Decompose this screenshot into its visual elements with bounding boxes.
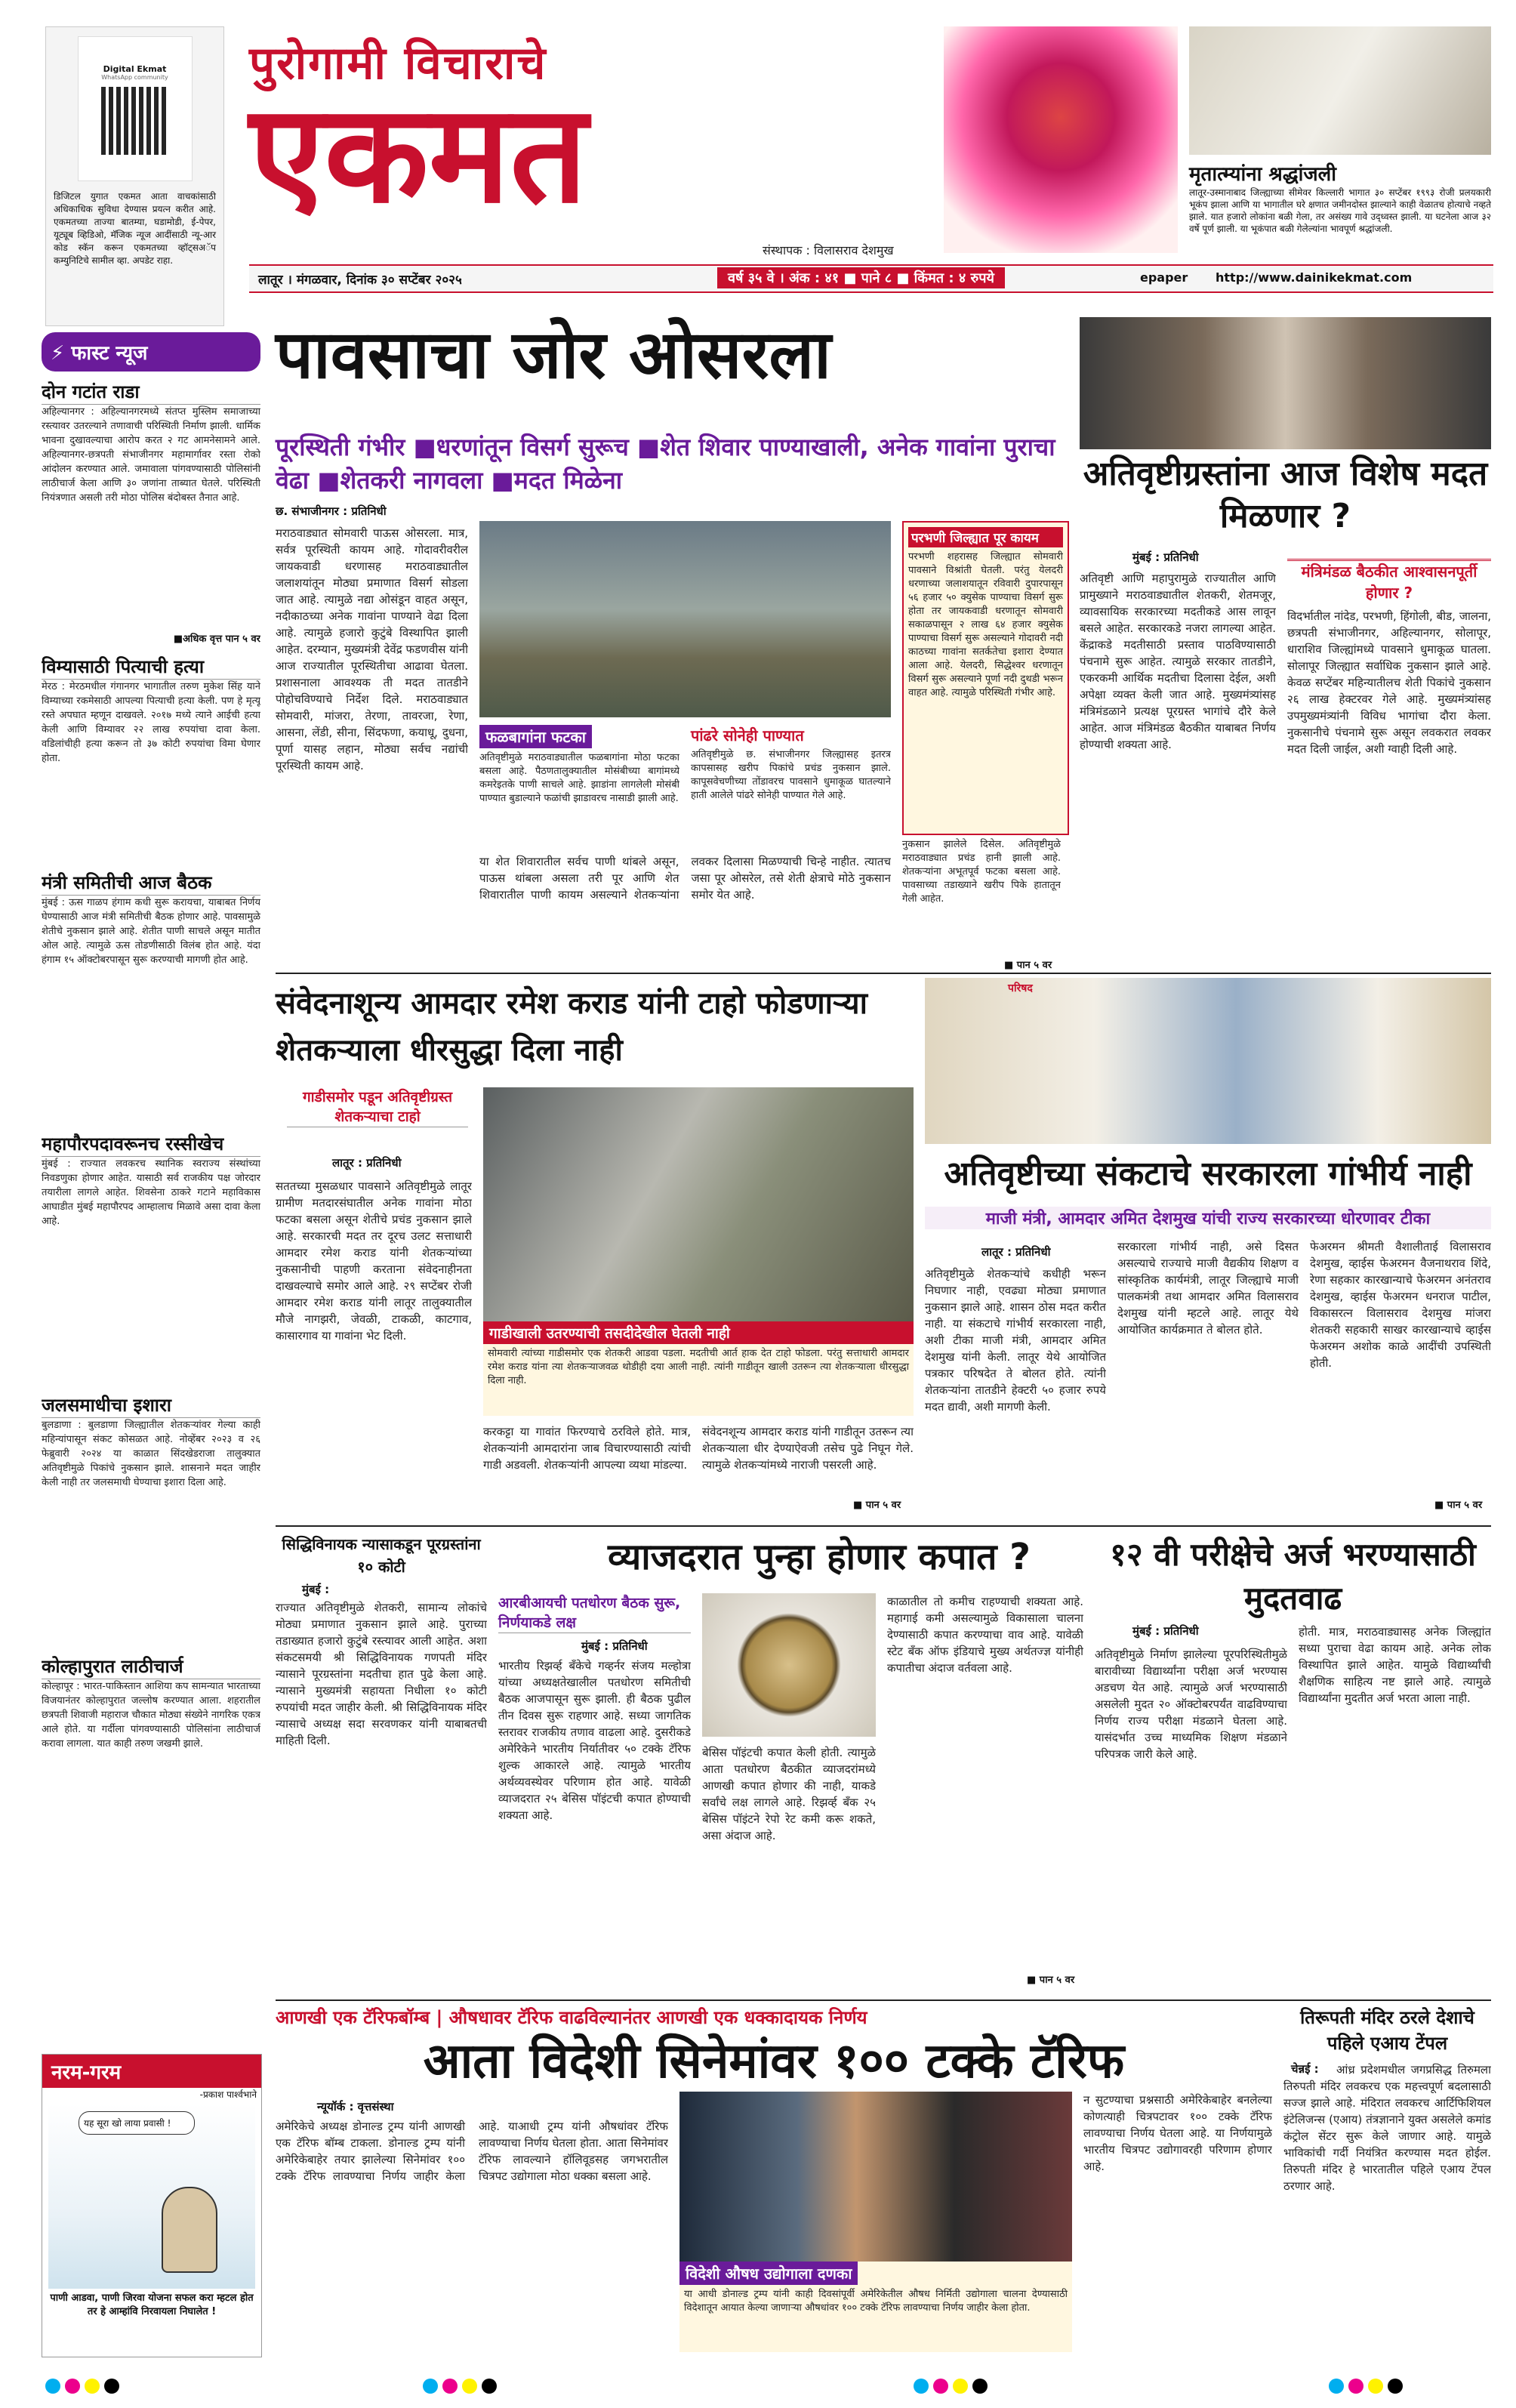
parbhani-title: परभणी जिल्ह्यात पूर कायम <box>908 527 1063 547</box>
fast-item-heading: महापौरपदावरूनच रस्सीखेच <box>42 1131 260 1157</box>
rbi-logo-photo <box>702 1593 876 1737</box>
cartoon-figure <box>162 2187 217 2273</box>
amit-subhead: माजी मंत्री, आमदार अमित देशमुख यांची राज्य सरकारच्या धोरणावर टीका <box>925 1207 1491 1229</box>
qr-card <box>78 36 193 181</box>
karad-col3: संवेदनशून्य आमदार कराड यांनी गाडीतून उतरून त्या शेतकऱ्याला धीर देण्याऐवजी तसेच पुढे निघून गेले. त्यामुळे शेतकऱ्यांमध्ये नाराजी पसरली आहे. <box>702 1425 914 1472</box>
tariff-text: अमेरिकेचे अध्यक्ष डोनाल्ड ट्रम्प यांनी आणखी एक टॅरिफ बॉम्ब टाकला. डोनाल्ड ट्रम्प यांनी अमेरिकेबाहेर तयार झालेल्या सिनेमांवर १०० टक्के टॅरिफ लावण्याचा निर्णय जाहीर केला आहे. याआधी ट्रम्प यांनी औषधांवर टॅरिफ लावण्याचा निर्णय घेतला होता. आता सिनेमांवर टॅरिफ लावल्याने हॉलिवूडसह जगभरातील चित्रपट उद्योगाला मोठा धक्का बसला आहे. <box>276 2120 668 2183</box>
dateline-bar <box>249 264 1493 293</box>
cartoon-credit: -प्रकाश पार्श्‍वभाने <box>199 2089 257 2100</box>
amit-text: अतिवृष्टीमुळे शेतकऱ्यांचे कधीही भरून निघणार नाही, एवढ्या मोठ्या प्रमाणात नुकसान झाले आहे. शासन ठोस मदत करीत नाही. या संकटाचे गांभीर्य सरकारला नाही, अशी टीका माजी मंत्री, आमदार अमित देशमुख यांनी केली. लातूर येथे आयोजित पत्रकार परिषदेत ते बोलत होते. त्यांनी शेतकऱ्यांना तातडीने हेक्टरी ५० हजार रुपये मदत द्यावी, अशी मागणी केली. <box>925 1267 1106 1414</box>
fast-item-text: बुलडाणा : बुलडाणा जिल्ह्यातील शेतकऱ्यांवर गेल्या काही महिन्यांपासून संकट कोसळत आहे. नोव्हेंबर २०२३ व २६ फेब्रुवारी २०२४ या काळात सिंदखेडराजा तालुक्यात अतिवृष्टीमुळे पिकांचे नुकसान झाले. शासनाने मदत जाहीर केली नाही तर जलसमाधी घेण्याचा इशारा दिला आहे. <box>42 1420 260 1488</box>
divider <box>276 973 1491 974</box>
amit-headline: अतिवृष्टीच्या संकटाचे सरकारला गांभीर्य नाही <box>944 1155 1472 1193</box>
cotton-text: अतिवृष्टीमुळे छ. संभाजीनगर जिल्ह्यासह इतरत्र कापसासह खरीप पिकांचे प्रचंड नुकसान झाले. कापूसवेचणीच्या तोंडावरच पावसाने धुमाकूळ घातल्याने हाती आलेले पांढरे सोनेही पाण्यात गेले आहे. <box>691 749 891 801</box>
lightning-icon: ⚡ <box>51 342 65 365</box>
lead-byline: छ. संभाजीनगर : प्रतिनिधी <box>276 504 387 518</box>
ganesh-title: सिद्धिविनायक न्यासाकडून पूरग्रस्तांना १० कोटी <box>282 1535 481 1576</box>
earthquake-box <box>1189 26 1491 268</box>
lead-headline: पावसाचा जोर ओसरला <box>276 316 831 393</box>
press-banner: परिषद <box>1008 982 1033 994</box>
fast-item <box>42 654 260 861</box>
cartoon-drawing <box>48 2104 255 2289</box>
karad-col2: करकट्टा या गावांत फिरण्याचे ठरविले होते. मात्र, शेतकऱ्यांनी आमदारांना जाब विचारण्यासाठी त्यांची गाडी अडवली. शेतकऱ्यांनी आपल्या व्यथा मांडल्या. <box>483 1425 691 1472</box>
ganesh-headline <box>276 1533 487 1578</box>
tariff-col3: न सुटण्याचा प्रश्नसाठी अमेरिकेबाहेर बनलेल्या कोणत्याही चित्रपटावर १०० टक्के टॅरिफ लावण्याचा निर्णय घेतला आहे. या निर्णयामुळे भारतीय चित्रपट उद्योगावरही परिणाम होणार आहे. <box>1083 2093 1272 2173</box>
goddess-image <box>944 26 1178 253</box>
cm-byline: मुंबई : प्रतिनिधी <box>1132 550 1199 564</box>
color-dots <box>1329 2379 1407 2397</box>
karad-photo-box <box>483 1321 914 1416</box>
cabinet-title: मंत्रिमंडळ बैठकीत आश्वासनपूर्ती होणार ? <box>1301 563 1477 602</box>
fruit-title: फळबागांना फटका <box>479 725 592 748</box>
tariff-photo-box <box>679 2262 1072 2352</box>
cartoon-bubble: यह सूरा खो लाया प्रवासी ! <box>79 2111 195 2135</box>
cotton-title: पांढरे सोनेही पाण्यात <box>691 726 804 745</box>
masthead-tagline: पुरोगामी विचाराचे <box>249 37 547 90</box>
ganesh-byline: मुंबई : <box>302 1583 330 1596</box>
dateline: लातूर । मंगळवार, दिनांक ३० सप्टेंबर २०२५ <box>258 273 462 288</box>
ganesh-text: राज्यात अतिवृष्टीमुळे शेतकरी, सामान्य लोकांचे मोठ्या प्रमाणात नुकसान झाले आहे. पुराच्या तडाख्यात हजारो कुटुंबे रस्त्यावर आली आहेत. अशा संकटसमयी श्री सिद्धिविनायक गणपती मंदिर न्यासाने पूरग्रस्तांना मदतीचा हात पुढे केला आहे. न्यासाने मुख्यमंत्री सहायता निधीला १० कोटी रुपयांची मदत जाहीर केली. श्री सिद्धिविनायक मंदिर न्यासाचे अध्यक्ष सदा सरवणकर यांनी याबाबतची माहिती दिली. <box>276 1601 487 1747</box>
fast-item-heading: कोल्हापुरात लाठीचार्ज <box>42 1654 260 1679</box>
fast-item-more: ■अधिक वृत्त पान ५ वर <box>173 634 260 645</box>
karad-kicker: गाडीसमोर पडून अतिवृष्टीग्रस्त शेतकऱ्याचा टाहो <box>287 1087 468 1127</box>
fast-item-heading: मंत्री समितीची आज बैठक <box>42 870 260 896</box>
cm-text: अतिवृष्टी आणि महापुरामुळे राज्यातील आणि प्रामुख्याने मराठवाड्यातील शेतकरी, शेतमजूर, व्यावसायिक सरकारच्या मदतीकडे आस लावून बसले आहेत. सरकारकडे नजरा लागल्या आहेत. केंद्राकडे मदतीसाठी प्रस्ताव पाठविण्यासाठी पंचनामे सुरू आहेत. त्यामुळे सरकार तातडीने, एकरकमी आर्थिक मदतीचा दिलासा देईल, अशी अपेक्षा व्यक्त केली जात आहे. मुख्यमंत्र्यांसह मंत्रिमंडळाने प्रत्यक्ष पूरग्रस्त भागांचे दौरे केले आहेत. आज मंत्रिमंडळ बैठकीत याबाबत निर्णय होण्याची शक्यता आहे. <box>1080 572 1276 751</box>
qr-code-icon[interactable] <box>101 87 169 155</box>
earthquake-text: लातूर-उस्मानाबाद जिल्ह्याच्या सीमेवर किल्लारी भागात ३० सप्टेंबर १९९३ रोजी प्रलयकारी भूकंप झाला आणि या भागातील घरे क्षणात जमीनदोस्त झाल्याने काही वेळातच होत्याचे नव्हते झाले. यात हजारो लोकांना बळी गेला, तर असंख्य गावे उद्ध्वस्त झाली. या घटनेला आज ३२ वर्षे पूर्ण झाली. या भूकंपात बळी गेलेल्यांना भावपूर्ण श्रद्धांजली. <box>1189 187 1491 234</box>
qr-title: Digital Ekmat <box>103 64 167 74</box>
tirupati-text: आंध्र प्रदेशमधील जगप्रसिद्ध तिरुमला तिरुपती मंदिर लवकरच एक महत्त्वपूर्ण बदलासाठी सज्ज झाले आहे. मंदिरात लवकरच आर्टिफिशियल इंटेलिजन्स (एआय) तंत्रज्ञानाने युक्त असलेले कमांड कंट्रोल सेंटर सुरू केले जाणार आहे. यामुळे भाविकांची गर्दी नियंत्रित करण्यास मदत होईल. तिरुपती मंदिर हे भारतातील पहिले एआय टेंपल ठरणार आहे. <box>1283 2063 1491 2193</box>
tariff-photo-title: विदेशी औषध उद्योगाला दणका <box>679 2262 858 2285</box>
leaders-photo <box>1080 317 1491 449</box>
fast-news <box>42 332 260 2046</box>
fast-item <box>42 1654 260 1906</box>
fast-news-title: फास्ट न्यूज <box>71 342 148 365</box>
karad-byline: लातूर : प्रतिनिधी <box>332 1156 402 1170</box>
amit-col3: फेअरमन श्रीमती वैशालीताई विलासराव देशमुख, व्हाईस फेअरमन वैजनाथराव शिंदे, रेणा सहकार कारखान्याचे फेअरमन अनंतराव देशमुख, व्हाईस फेअरमन धनराज पाटील, विकासरत्न विलासराव देशमुख मांजरा शेतकरी सहकारी साखर कारखान्याचे व्हाईस फेअरमन अशोक काळे आदींची उपस्थिती होती. <box>1310 1240 1491 1370</box>
karad-photo-title: गाडीखाली उतरण्याची तसदीदेखील घेतली नाही <box>483 1321 914 1344</box>
cabinet-text: विदर्भातील नांदेड, परभणी, हिंगोली, बीड, जालना, छत्रपती संभाजीनगर, अहिल्यानगर, सोलापूर, धाराशिव जिल्ह्यांमध्ये पावसाने धुमाकूळ घातला. सोलापूर जिल्ह्यात सर्वाधिक नुकसान झाले आहे. केवळ सप्टेंबर महिन्यातीलच शेती पिकांचे नुकसान २६ लाख हेक्टरवर गेले आहे. मुख्यमंत्र्यांसह उपमुख्यमंत्र्यांनी विविध भागांचा दौरा केला. नुकसानीचे पंचनामे सुरू असून लवकरात लवकर मदत दिली जाईल, अशी ग्वाही दिली आहे. <box>1287 609 1491 756</box>
fast-item-heading: जलसमाधीचा इशारा <box>42 1392 260 1418</box>
lead-continued: ■ पान ५ वर <box>1004 960 1052 971</box>
fast-item <box>42 1392 260 1645</box>
epaper-label: epaper <box>1140 270 1188 285</box>
cartoon-caption: पाणी आडवा, पाणी जिरवा योजना सफल करा म्हटल होत तर हे आम्हांवि निरवायला निघालेत ! <box>50 2292 254 2317</box>
cartoon-box <box>42 2054 262 2357</box>
rbi-col3: काळातील तो कमीच राहण्याची शक्यता आहे. महागाई कमी असल्यामुळे विकासाला चालना देण्यासाठी कपात करण्याचा वाव आहे. यावेळी स्टेट बँक ऑफ इंडियाचे मुख्य अर्थतज्ज्ञ यांनीही कपातीचा अंदाज वर्तवला आहे. <box>887 1595 1083 1675</box>
color-dots <box>914 2379 992 2397</box>
tariff-headline: आता विदेशी सिनेमांवर १०० टक्के टॅरिफ <box>423 2033 1125 2089</box>
exam-headline: १२ वी परीक्षेचे अर्ज भरण्यासाठी मुदतवाढ <box>1110 1536 1476 1617</box>
fast-item-heading: विम्यासाठी पित्याची हत्या <box>42 654 260 680</box>
cm-headline: अतिवृष्टीग्रस्तांना आज विशेष मदत मिळणार ? <box>1083 455 1488 535</box>
fast-item-text: अहिल्यानगर : अहिल्यानगरमध्ये संतप्त मुस्लिम समाजाच्या रस्त्यावर उतरल्याने तणावाची परिस्थिती निर्माण झाली. धार्मिक भावना दुखावल्याचा आरोप करत २ गट आमनेसामने आले. अहिल्यानगर-छत्रपती संभाजीनगर महामार्गावर रस्ता रोको आंदोलन करण्यात आले. जमावाला पांगवण्यासाठी पोलिसांनी लाठीचार्ज केला आणि ३० जणांना ताब्यात घेतले. परिस्थिती नियंत्रणात असली तरी मोठा पोलिस बंदोबस्त तैनात आहे. <box>42 406 260 504</box>
color-registration-marks <box>45 2379 1480 2397</box>
parbhani-text: परभणी शहरासह जिल्ह्यात सोमवारी पावसाने विश्रांती घेतली. परंतु येलदरी धरणाच्या जलाशयातून रविवारी दुपारपासून ५६ हजार ५० क्युसेक पाण्याचा विसर्ग सुरू होता तर जायकवाडी धरणातून सोमवारी सकाळपासून २ लाख ६४ हजार क्युसेक पाण्याचा विसर्ग सुरू असल्याने गोदावरी नदी काठच्या गावांना सतर्कतेचा इशारा देण्यात आला आहे. येलदरी, सिद्धेश्वर धरणातून विसर्ग सुरू असल्याने पूर्णा नदी दुथडी भरून वाहत आहे. त्यामुळे परिस्थिती गंभीर आहे. <box>908 551 1063 698</box>
earthquake-photo <box>1189 26 1491 155</box>
tirupati-byline: चेन्नई : <box>1291 2062 1319 2076</box>
karad-photo <box>483 1087 914 1321</box>
fruit-text: अतिवृष्टीमुळे मराठवाड्यातील फळबागांना मोठा फटका बसला आहे. पैठणतालुक्यातील मोसंबीच्या बागांमध्ये कमरेइतके पाणी साचले आहे. झाडांना लागलेली मोसंबी पाण्यात बुडाल्याने फळांची झाडावरच नासाडी झाली आहे. <box>479 752 679 804</box>
lead-col3: या शेत शिवारातील सर्वच पाणी थांबले असून, पाऊस थांबला असला तरी पूर आणि शेत शिवारातील पाणी कायम असल्याने शेतकऱ्यांना लवकर दिलासा मिळण्याची चिन्हे नाहीत. त्यातच जसा पूर ओसरेल, तसे शेती क्षेत्राचे मोठे नुकसान समोर येत आहे. <box>479 855 891 902</box>
rbi-kicker: आरबीआयची पतधोरण बैठक सुरू, निर्णयाकडे लक्ष <box>498 1593 691 1633</box>
parbhani-box <box>902 521 1069 835</box>
karad-photo-caption: सोमवारी त्यांच्या गाडीसमोर एक शेतकरी आडवा पडला. मदतीची आर्त हाक देत टाहो फोडला. परंतु सत्ताधारी आमदार रमेश कराड यांना त्या शेतकऱ्याजवळ थोडीही दया आली नाही. त्यांनी गाडीतून खाली उतरून त्या शेतकऱ्याला धीरसुद्धा दिला नाही. <box>488 1348 909 1386</box>
cartoon-header <box>42 2055 261 2088</box>
fast-item-text: मुंबई : ऊस गाळप हंगाम कधी सुरू करायचा, याबाबत निर्णय घेण्यासाठी आज मंत्री समितीची बैठक होणार आहे. पावसामुळे शेतीचे नुकसान झाले आहे. शेतीत पाणी साचले असून मातीत ओल आहे. त्यामुळे ऊस तोडणीसाठी विलंब होत आहे. यंदा हंगाम १५ ऑक्टोबरपासून सुरू करण्याची मागणी होत आहे. <box>42 897 260 966</box>
rbi-byline: मुंबई : प्रतिनिधी <box>581 1639 648 1653</box>
lead-subhead: पूरस्थिती गंभीर ■धरणांतून विसर्ग सुरूच ■शेत शिवार पाण्याखाली, अनेक गावांना पुराचा वेढा ■शेतकरी नागवला ■मदत मिळेना <box>276 433 1055 495</box>
tariff-photo-caption: या आधी डोनाल्ड ट्रम्प यांनी काही दिवसांपूर्वी अमेरिकेतील औषध निर्मिती उद्योगाला चालना देण्यासाठी विदेशातून आयात केल्या जाणाऱ्या औषधांवर १०० टक्के टॅरिफ लावण्याचा निर्णय जाहीर केला होता. <box>684 2289 1068 2314</box>
fast-item <box>42 379 260 645</box>
cartoon-title: नरम-गरम <box>51 2061 122 2084</box>
exam-text: अतिवृष्टीमुळे निर्माण झालेल्या पूरपरिस्थितीमुळे बारावीच्या विद्यार्थ्यांना परीक्षा अर्ज भरण्यास अडचण येत आहे. त्यामुळे अर्ज भरण्यासाठी असलेली मुदत २० ऑक्टोबरपर्यंत वाढविण्याचा निर्णय राज्य परीक्षा मंडळाने घेतला आहे. यासंदर्भात उच्च माध्यमिक शिक्षण मंडळाने परिपत्रक जारी केले आहे. <box>1095 1648 1287 1761</box>
karad-text: सततच्या मुसळधार पावसाने अतिवृष्टीमुळे लातूर ग्रामीण मतदारसंघातील अनेक गावांना मोठा फटका बसला असून शेतीचे प्रचंड नुकसान झाले आहे. सरकारची मदत तर दूरच उलट सत्ताधारी आमदार रमेश कराड यांनी शेतकऱ्यांच्या नुकसानीची पाहणी करताना संवेदनाहीनता दाखवल्याचे समोर आले आहे. २९ सप्टेंबर रोजी आमदार रमेश कराड यांनी लातूर तालुक्यातील मौजे नागझरी, जेवळी, टाकळी, काटगाव, कासारगाव या गावांना भेट दिली. <box>276 1179 472 1343</box>
rbi-continued: ■ पान ५ वर <box>1027 1975 1075 1986</box>
fast-news-header <box>42 332 260 372</box>
fast-item-text: मुंबई : राज्यात लवकरच स्थानिक स्वराज्य संस्थांच्या निवडणुका होणार आहेत. यासाठी सर्व राजकीय पक्ष जोरदार तयारीला लागले आहेत. शिवसेना ठाकरे गटाने महाविकास आघाडीत मुंबई महापौरपद आम्हालाच मिळावे असा दावा केला आहे. <box>42 1158 260 1227</box>
fast-item-heading: दोन गटांत राडा <box>42 379 260 405</box>
color-dots <box>423 2379 501 2397</box>
exam-col2: होती. मात्र, मराठवाड्यासह अनेक जिल्ह्यांत सध्या पुराचा वेढा कायम आहे. अनेक लोक विस्थापित झाले आहेत. यामुळे विद्यार्थ्यांची शैक्षणिक साहित्य नष्ट झाले आहे. त्यामुळे विद्यार्थ्यांना मुदतीत अर्ज भरता आला नाही. <box>1299 1625 1491 1705</box>
tariff-byline: न्यूयॉर्क : वृत्तसंस्था <box>317 2100 394 2114</box>
masthead-title: एकमत <box>249 76 588 233</box>
rbi-headline: व्याजदरात पुन्हा होणार कपात ? <box>607 1536 1031 1578</box>
rbi-text: भारतीय रिझर्व्ह बँकेचे गव्हर्नर संजय मल्होत्रा यांच्या अध्यक्षतेखालील पतधोरण समितीची बैठक आजपासून सुरू झाली. ही बैठक पुढील तीन दिवस सुरू राहणार आहे. सध्या जागतिक स्तरावर राजकीय तणाव वाढला आहे. दुसरीकडे अमेरिकेने भारतीय निर्यातीवर ५० टक्के टॅरिफ शुल्क आकारले आहे. त्यामुळे भारतीय अर्थव्यवस्थेवर परिणाम होत आहे. यावेळी व्याजदरात २५ बेसिस पॉइंटची कपात होण्याची शक्यता आहे. <box>498 1659 691 1822</box>
fruit-box <box>479 725 679 865</box>
divider <box>276 1999 1491 2001</box>
lead-col4: नुकसान झालेले दिसेल. अतिवृष्टीमुळे मराठवाड्यात प्रचंड हानी झाली आहे. शेतकऱ्यांना अभूतपूर्व फटका बसला आहे. पावसाच्या तडाख्याने खरीप पिके हातातून गेली आहेत. <box>902 839 1061 905</box>
website-link[interactable]: http://www.dainikekmat.com <box>1216 270 1413 285</box>
press-conference-photo <box>925 978 1491 1144</box>
earthquake-title: मृतात्म्यांना श्रद्धांजली <box>1189 163 1336 186</box>
amit-continued: ■ पान ५ वर <box>1434 1500 1483 1511</box>
exam-byline: मुंबई : प्रतिनिधी <box>1132 1624 1199 1638</box>
rbi-col2: बेसिस पॉइंटची कपात केली होती. त्यामुळे आता पतधोरण बैठकीत व्याजदरांमध्ये आणखी कपात होणार की नाही, याकडे सर्वांचे लक्ष लागले आहे. रिझर्व्ह बँक २५ बेसिस पॉइंटने रेपो रेट कमी करू शकते, असा अंदाज आहे. <box>702 1746 876 1842</box>
cabinet-box <box>1287 559 1491 965</box>
karad-continued: ■ पान ५ वर <box>853 1500 901 1511</box>
qr-promo <box>45 26 224 326</box>
fast-item-text: मेरठ : मेरठमधील गंगानगर भागातील तरुण मुकेश सिंह याने विम्याच्या रकमेसाठी आपल्या पित्याची हत्या केली. पण हे मृत्यू रस्ते अपघात म्हणून दाखवले. २०१७ मध्ये त्याने आईची हत्या केली आणि विम्यावर २२ लाख रुपयांचा दावा केला. वडिलांचीही हत्या करून तो ३७ कोटी रुपयांचा विमा घेणार होता. <box>42 681 260 764</box>
fast-item <box>42 870 260 1122</box>
divider <box>276 1525 1491 1527</box>
masthead-founder: संस्थापक : विलासराव देशमुख <box>763 243 894 257</box>
issue-info: वर्ष ३५ वे । अंक : ४१ ■ पाने ८ ■ किंमत : ४ रुपये <box>717 267 1005 288</box>
karad-headline: संवेदनाशून्य आमदार रमेश कराड यांनी टाहो फोडणाऱ्या शेतकऱ्याला धीरसुद्धा दिला नाही <box>276 986 867 1068</box>
lead-col1: मराठवाड्यात सोमवारी पाऊस ओसरला. मात्र, सर्वत्र पूरस्थिती कायम आहे. गोदावरीवरील जायकवाडी धरणासह मराठवाड्यातील जलाशयांतून मोठ्या प्रमाणात विसर्ग सोडला जात आहे. त्यामुळे नद्या ओसंडून वाहत असून, नदीकाठच्या अनेक गावांना पाण्याने वेढा दिला आहे. त्यामुळे हजारो कुटुंबे विस्थापित झाली आहेत. दरम्यान, मुख्यमंत्री देवेंद्र फडणवीस यांनी आज राज्यातील पूरस्थितीचा आढावा घेतला. प्रशासनाला आवश्यक ती मदत तातडीने पोहोचविण्याचे निर्देश दिले. मराठवाड्यात सोमवारी, मांजरा, तेरणा, तावरजा, रेणा, आसना, लेंडी, सीना, सिंदफणा, कयाधू, दुधना, पूर्णा यासह लहान, मोठ्या सर्वच नद्यांची पूरस्थिती कायम आहे. <box>276 526 468 772</box>
tariff-kicker: आणखी एक टॅरिफबॉम्ब | औषधावर टॅरिफ वाढविल्यानंतर आणखी एक धक्कादायक निर्णय <box>276 2007 867 2028</box>
color-dots <box>45 2379 124 2397</box>
fast-item-text: कोल्हापूर : भारत-पाकिस्तान आशिया कप सामन्यात भारताच्या विजयानंतर कोल्हापुरात जल्लोष करण्यात आला. शहरातील छत्रपती शिवाजी महाराज चौकात मोठ्या संख्येने नागरिक एकत्र आले होते. या गर्दीला पांगवण्यासाठी पोलिसांना लाठीचार्ज करावा लागला. यात काही तरुण जखमी झाले. <box>42 1681 260 1750</box>
cotton-box <box>691 725 891 862</box>
qr-subtitle: WhatsApp community <box>101 74 168 81</box>
qr-promo-text: डिजिटल युगात एकमत आता वाचकांसाठी अधिकाधिक सुविधा देण्यास प्रयत्न करीत आहे. एकमतच्या ताज्या बातम्या, घडामोडी, ई-पेपर, यूट्यूब व्हिडिओ, मॅजिक न्यूज आदींसाठी न्यू-आर कोड स्कॅन करून एकमतच्या व्हॉट्सअॅप कम्युनिटिचे सामील व्हा. अपडेट राहा. <box>54 191 216 266</box>
amit-byline: लातूर : प्रतिनिधी <box>981 1245 1051 1259</box>
flood-photo <box>479 521 891 717</box>
tirupati-headline: तिरूपती मंदिर ठरले देशाचे पहिले एआय टेंपल <box>1300 2007 1474 2054</box>
amit-col2: सरकारला गांभीर्य नाही, असे दिसत असल्याचे राज्याचे माजी वैद्यकीय शिक्षण व सांस्कृतिक कार्यमंत्री, लातूर जिल्ह्याचे माजी पालकमंत्री तथा आमदार अमित विलासराव देशमुख यांनी म्हटले आहे. लातूर येथे आयोजित कार्यक्रमात ते बोलत होते. <box>1117 1240 1299 1337</box>
fast-item <box>42 1131 260 1383</box>
trump-photo <box>679 2092 1072 2262</box>
